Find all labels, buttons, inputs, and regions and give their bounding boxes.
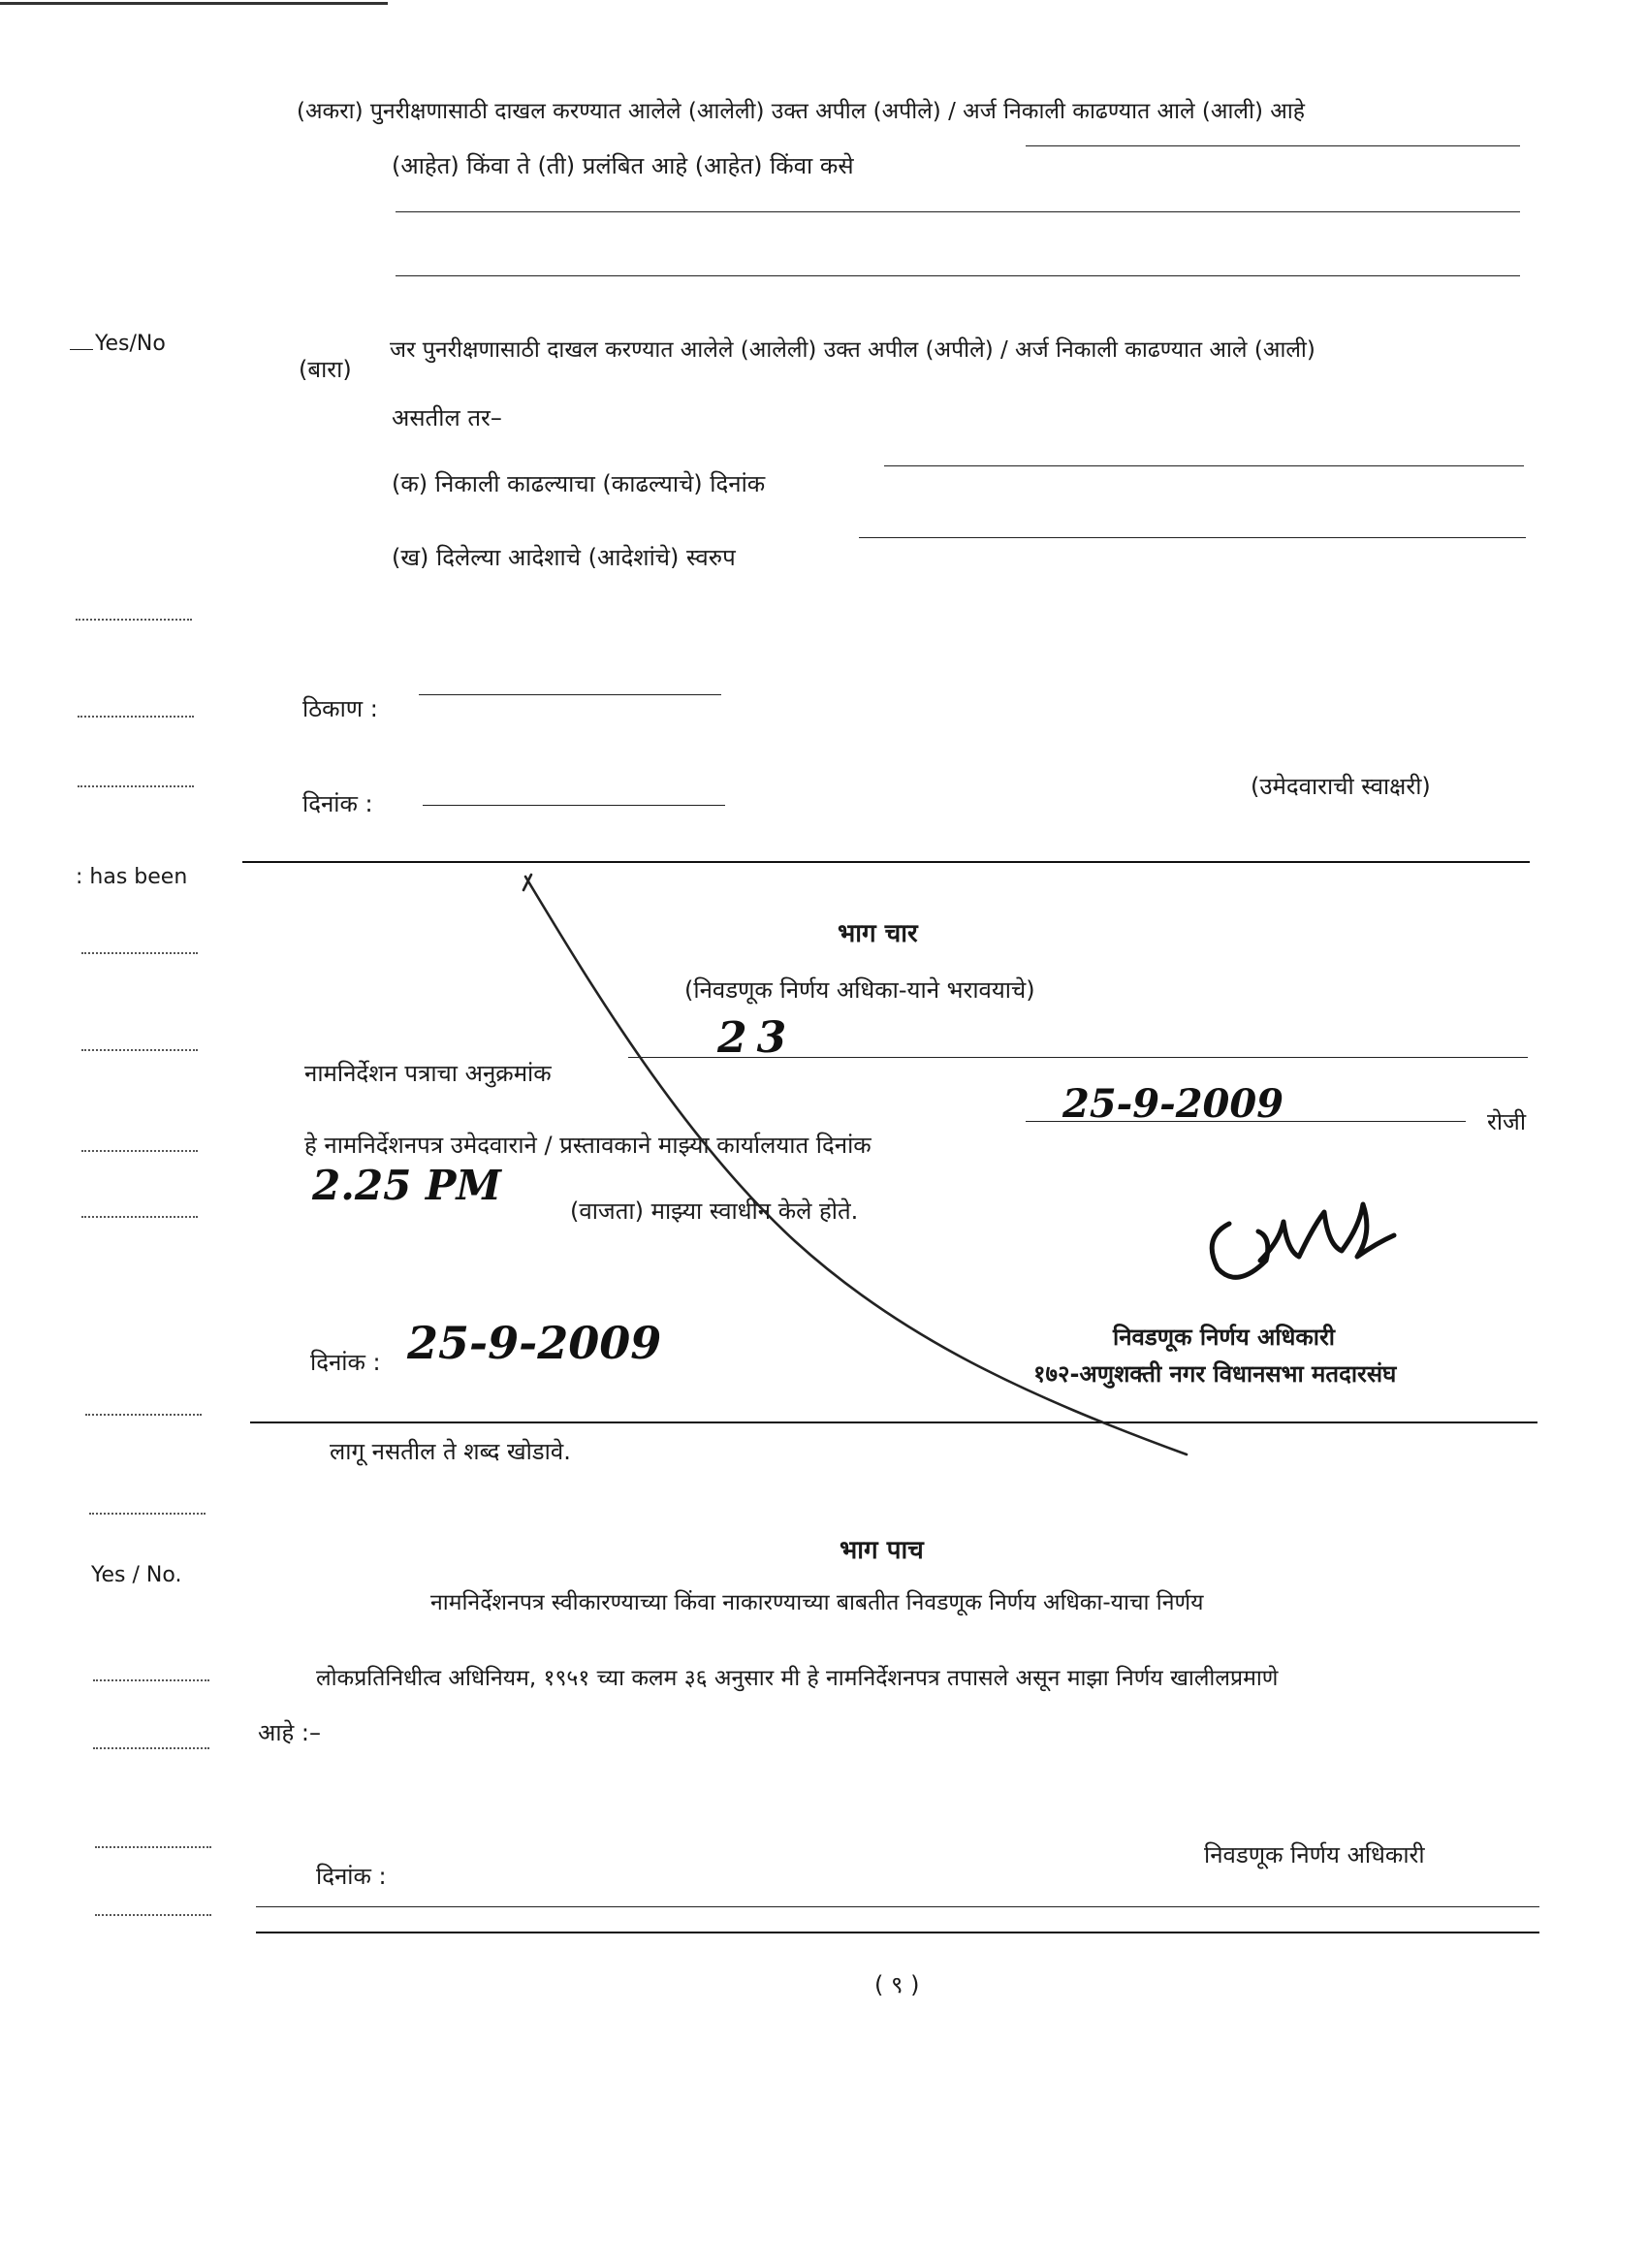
part5-subtitle: नामनिर्देशनपत्र स्वीकारण्याच्या किंवा नाकारण्याच्या बाबतीत निवडणूक निर्णय अधिका-याचा निर्णय (430, 1590, 1204, 1615)
part4-footnote: लागू नसतील ते शब्द खोडावे. (330, 1438, 571, 1465)
section-divider (256, 1906, 1539, 1907)
item11-line1: (अकरा) पुनरीक्षणासाठी दाखल करण्यात आलेले (आलेली) उक्त अपील (अपीले) / अर्ज निकाली काढण्यात आले (आली) आहे (297, 99, 1305, 124)
part5-officer-label: निवडणूक निर्णय अधिकारी (1204, 1841, 1425, 1869)
serial-label: नामनिर्देशन पत्राचा अनुक्रमांक (304, 1060, 552, 1087)
place-label: ठिकाण : (302, 695, 378, 722)
part4-title: भाग चार (838, 919, 918, 948)
receipt-line-rest: (वाजता) माझ्या स्वाधीन केले होते. (570, 1198, 859, 1225)
receipt-line-start: हे नामनिर्देशनपत्र उमेदवाराने / प्रस्तावकाने माझ्या कार्यालयात दिनांक (304, 1132, 872, 1159)
part5-paragraph-line2: आहे :– (258, 1719, 321, 1746)
margin-yes-no: Yes/No (95, 332, 166, 356)
part4-date-label: दिनांक : (310, 1349, 381, 1376)
item12-sub-b: (ख) दिलेल्या आदेशाचे (आदेशांचे) स्वरुप (392, 544, 736, 571)
part4-date-value: 25-9-2009 (407, 1317, 662, 1369)
item12-line2: असतील तर– (392, 404, 502, 431)
receipt-time-value: 2.25 PM (312, 1162, 501, 1209)
page-number: ( ९ ) (874, 1971, 920, 1998)
receipt-date-value: 25-9-2009 (1062, 1081, 1284, 1127)
margin-yes-no-2: Yes / No. (91, 1563, 182, 1587)
item12-line1: जर पुनरीक्षणासाठी दाखल करण्यात आलेले (आलेली) उक्त अपील (अपीले) / अर्ज निकाली काढण्यात आले (आली) (390, 337, 1315, 363)
part5-paragraph-line1: लोकप्रतिनिधीत्व अधिनियम, १९५१ च्या कलम ३६ अनुसार मी हे नामनिर्देशनपत्र तपासले असून माझा निर्णय खालीलप्रमाणे (316, 1666, 1279, 1691)
part5-title: भाग पाच (840, 1536, 924, 1565)
part4-subtitle: (निवडणूक निर्णय अधिका-याने भरावयाचे) (684, 976, 1035, 1004)
section-divider (256, 1932, 1539, 1933)
item11-line2: (आहेत) किंवा ते (ती) प्रलंबित आहे (आहेत) किंवा कसे (392, 152, 854, 179)
margin-has-been: : has been (76, 865, 188, 889)
item12-label: (बारा) (299, 356, 352, 383)
constituency-stamp: १७२-अणुशक्ती नगर विधानसभा मतदारसंघ (1033, 1360, 1397, 1388)
item12-sub-a: (क) निकाली काढल्याचा (काढल्याचे) दिनांक (392, 470, 766, 497)
candidate-signature-label: (उमेदवाराची स्वाक्षरी) (1251, 773, 1431, 800)
part5-date-label: दिनांक : (316, 1863, 387, 1890)
officer-stamp-title: निवडणूक निर्णय अधिकारी (1113, 1324, 1336, 1351)
receipt-line-end: रोजी (1487, 1108, 1527, 1135)
serial-value: 23 (717, 1013, 797, 1063)
date-label: दिनांक : (302, 790, 373, 817)
